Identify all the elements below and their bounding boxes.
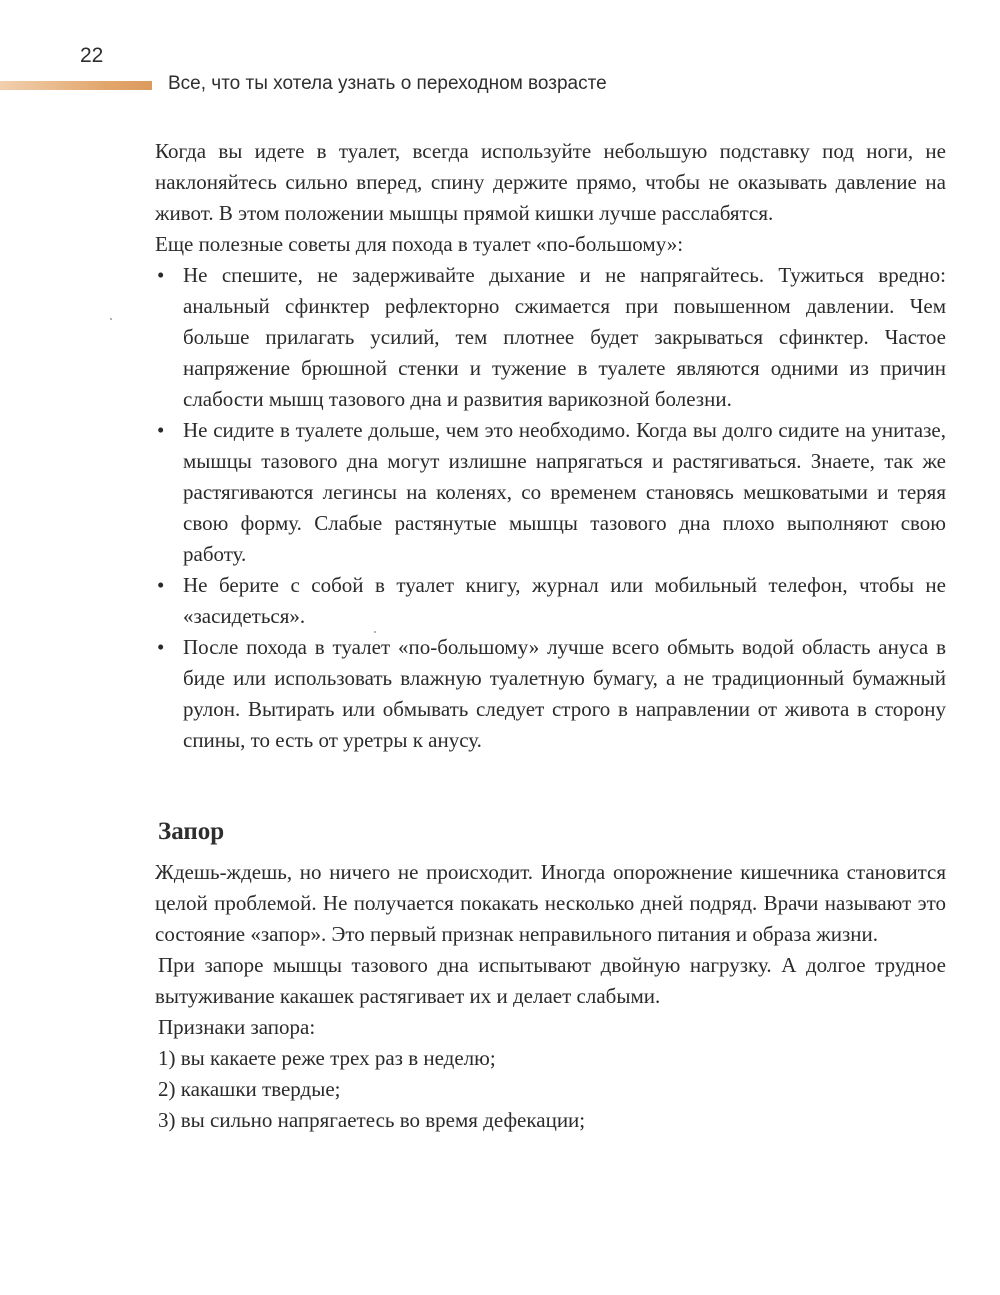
section-heading: Запор	[158, 818, 225, 845]
main-text	[155, 136, 946, 756]
list-item: 3) вы сильно напрягаетесь во время дефекации;	[158, 1108, 586, 1132]
bullet-icon: •	[157, 635, 165, 659]
tips-list	[155, 260, 946, 756]
section-paragraph: Ждешь-ждешь, но ничего не происходит. Иногда опорожнение кишечника становится целой проблемой. Не получается покакать несколько дней подряд. Врачи называют это состояние «запор». Это первый признак неправильного питания и образа жизни.	[155, 860, 946, 946]
list-item: 1) вы какаете реже трех раз в неделю;	[158, 1046, 496, 1070]
tip-text: Не спешите, не задерживайте дыхание и не напрягайтесь. Тужиться вредно: анальный сфинктер рефлекторно сжимается при повышенном давлении. Чем больше прилагать усилий, тем плотнее будет закрываться сфинктер. Частое напряжение брюшной стенки и тужение в туалете являются одними из причин слабости мышц тазового дна и развития варикозной болезни.	[183, 263, 946, 411]
list-item: 2) какашки твердые;	[158, 1077, 341, 1101]
bullet-icon: •	[157, 418, 165, 442]
intro-paragraph: Еще полезные советы для похода в туалет «по-большому»:	[155, 232, 684, 256]
print-speck	[110, 318, 112, 320]
header-accent-bar	[0, 81, 152, 90]
list-item	[155, 260, 946, 415]
list-item	[155, 415, 946, 570]
tip-text: После похода в туалет «по-большому» лучше всего обмыть водой область ануса в биде или использовать влажную туалетную бумагу, а не традиционный бумажный рулон. Вытирать или обмывать следует строго в направлении от живота в сторону спины, то есть от уретры к анусу.	[183, 635, 946, 752]
list-item	[155, 632, 946, 756]
bullet-icon: •	[157, 263, 165, 287]
running-title: Все, что ты хотела узнать о переходном возрасте	[168, 73, 607, 94]
intro-paragraph: Когда вы идете в туалет, всегда используйте небольшую подставку под ноги, не наклоняйтесь сильно вперед, спину держите прямо, чтобы не оказывать давление на живот. В этом положении мышцы прямой кишки лучше расслабятся.	[155, 139, 946, 225]
tip-text: Не берите с собой в туалет книгу, журнал или мобильный телефон, чтобы не «засидеться».	[183, 573, 946, 628]
tip-text: Не сидите в туалете дольше, чем это необходимо. Когда вы долго сидите на унитазе, мышцы тазового дна могут излишне напрягаться и растягиваться. Знаете, так же растягиваются легинсы на коленях, со временем становясь мешковатыми и теряя свою форму. Слабые растянутые мышцы тазового дна плохо выполняют свою работу.	[183, 418, 946, 566]
bullet-icon: •	[157, 573, 165, 597]
list-item	[155, 570, 946, 632]
signs-list	[155, 1043, 946, 1136]
section-text	[155, 857, 946, 1136]
signs-label: Признаки запора:	[158, 1015, 316, 1039]
page-number: 22	[80, 44, 104, 67]
section-paragraph: При запоре мышцы тазового дна испытывают двойную нагрузку. А долгое трудное вытуживание какашек растягивает их и делает слабыми.	[155, 953, 946, 1008]
